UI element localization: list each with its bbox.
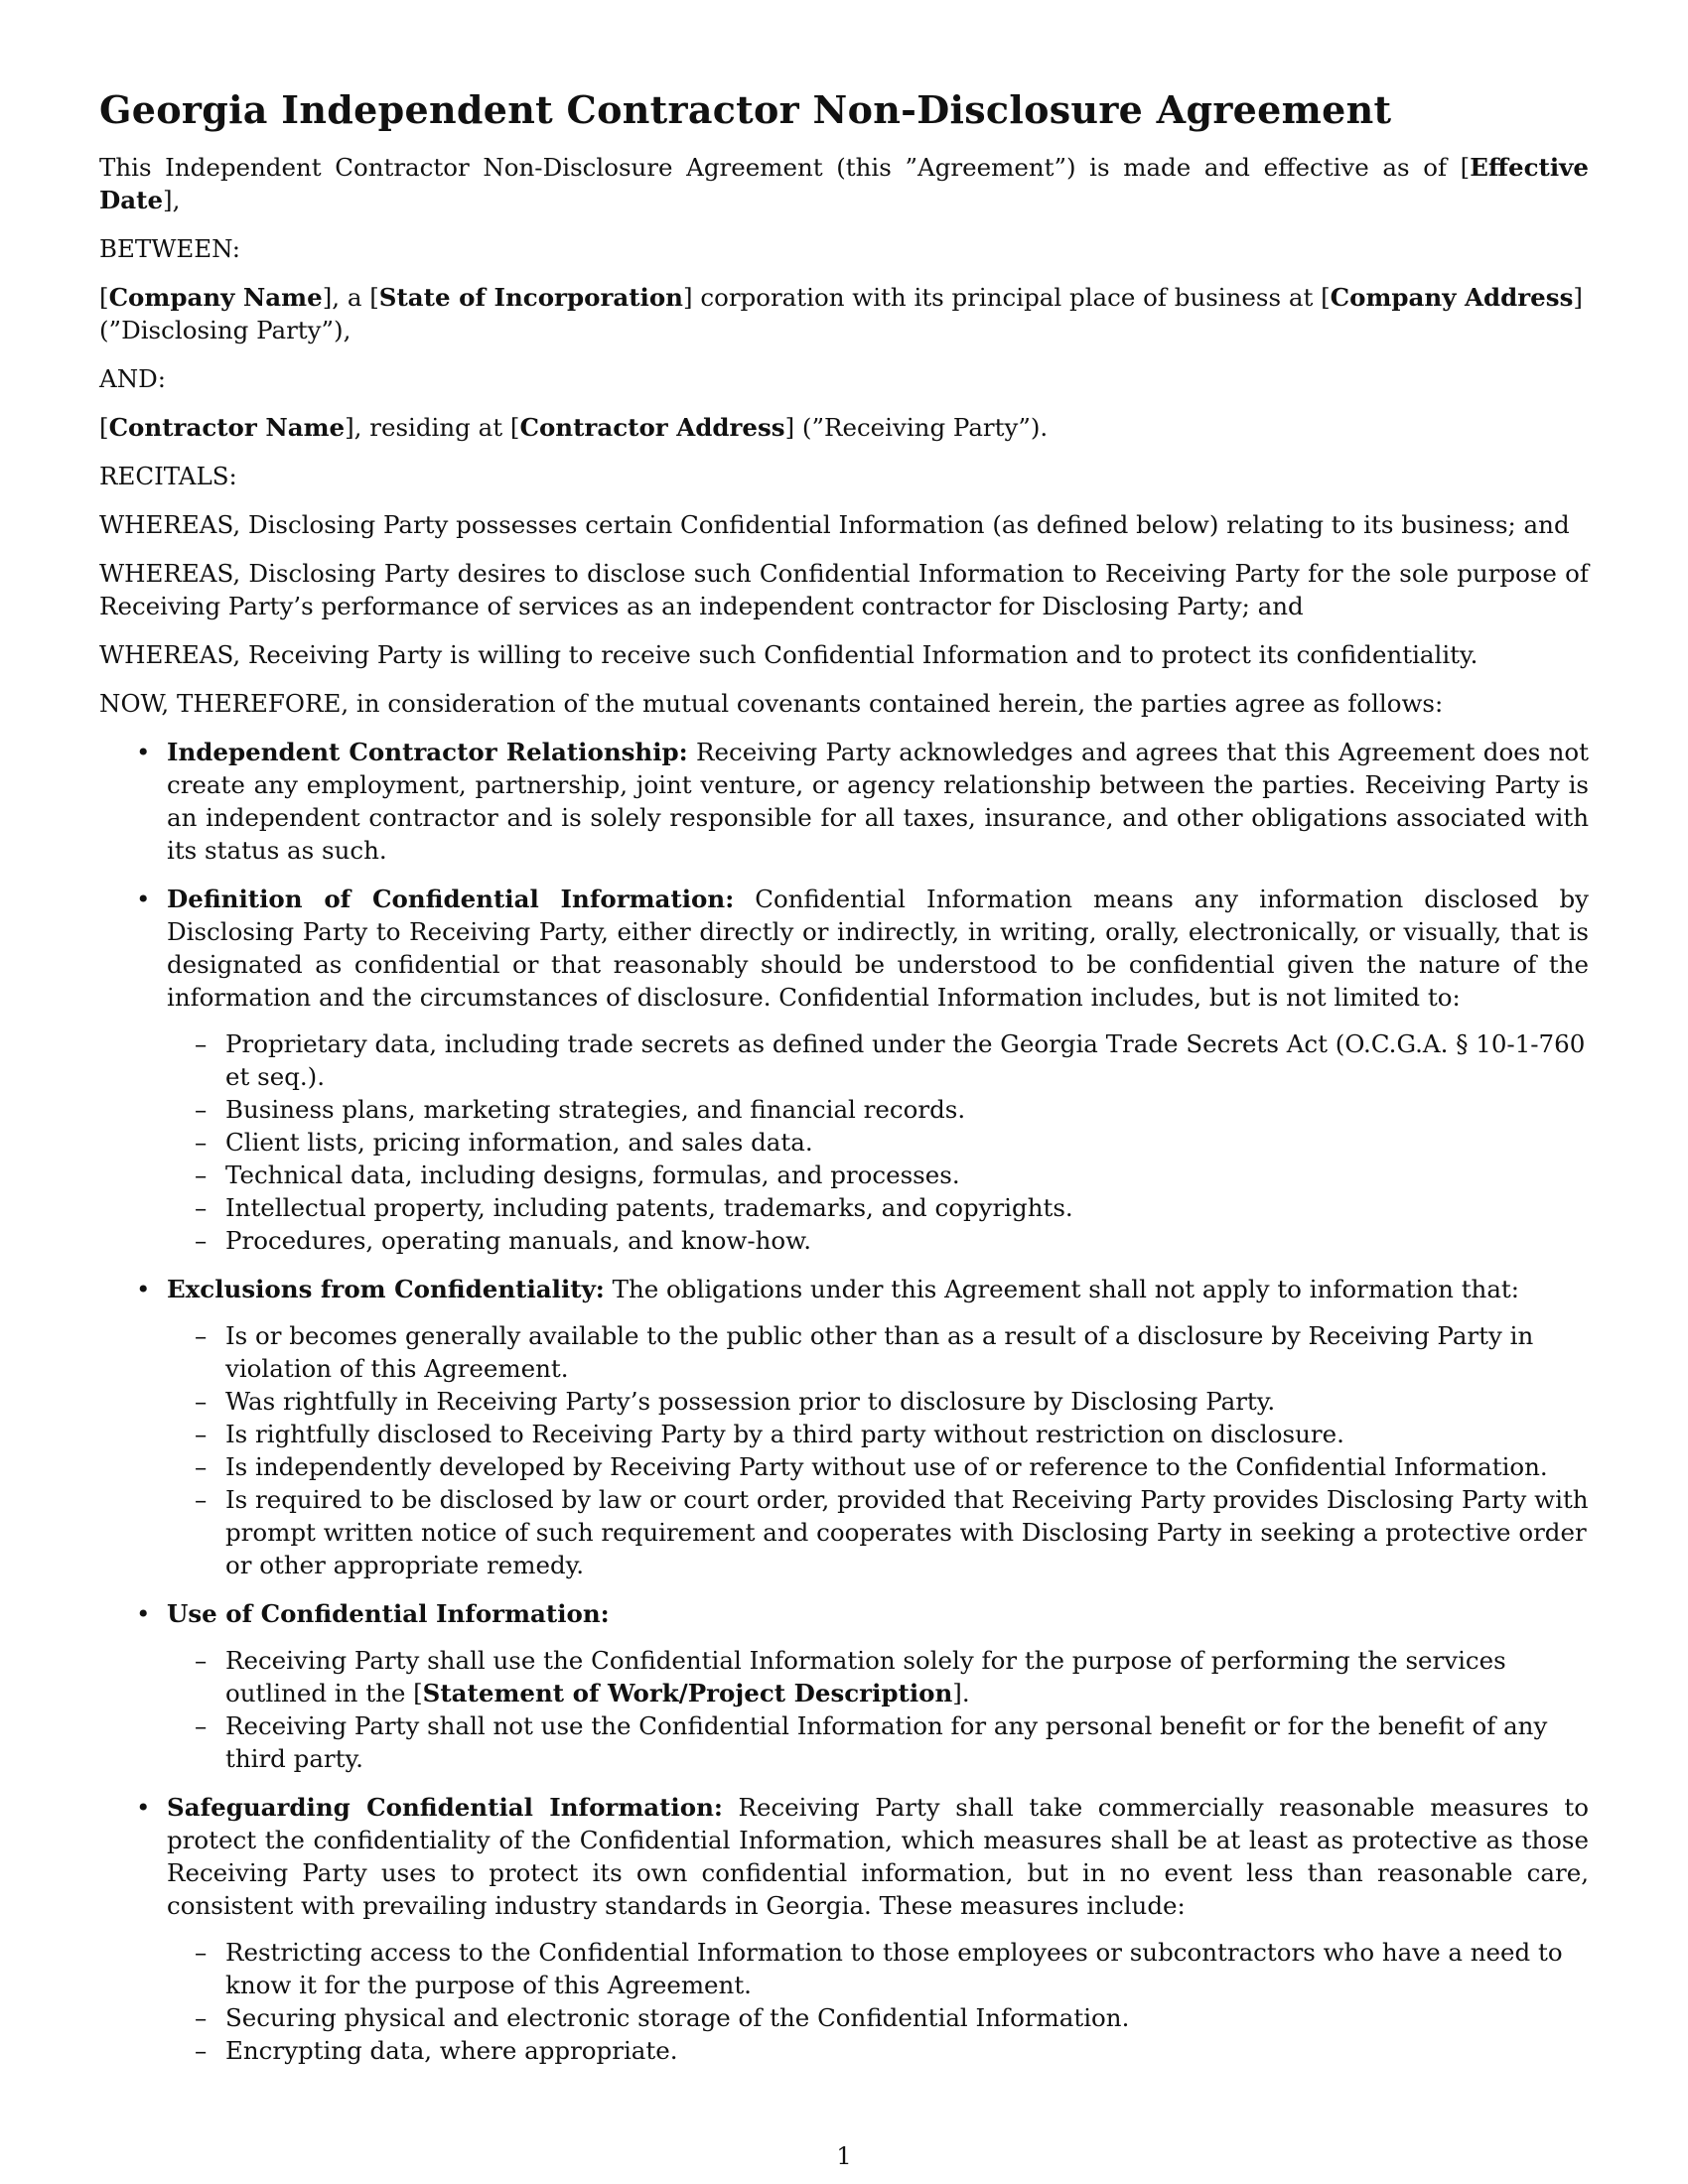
clause-use <box>99 1597 1589 1775</box>
and-label: AND: <box>99 364 167 393</box>
clause-text: The obligations under this Agreement shall not apply to information that: <box>604 1275 1520 1303</box>
whereas-paragraph: WHEREAS, Disclosing Party desires to disclose such Confidential Information to Receiving Party for the sole purpose of Receiving Party’s performance of services as an independent contractor for Disclosing Party; and <box>99 559 1589 620</box>
company-paragraph: [Company Name], a [State of Incorporation] corporation with its principal place of business at [Company Address] (”Disclosing Party”), <box>99 283 1583 344</box>
contractor-paragraph: [Contractor Name], residing at [Contractor Address] (”Receiving Party”). <box>99 413 1049 442</box>
company-name-placeholder: Company Name <box>108 283 323 312</box>
dash-icon: – <box>195 2003 208 2032</box>
document-title: Georgia Independent Contractor Non-Disclosure Agreement <box>99 87 1392 132</box>
list-item: – Procedures, operating manuals, and know-how. <box>195 1226 812 1255</box>
safeguarding-items <box>167 1936 1589 2067</box>
clause-heading: Exclusions from Confidentiality: <box>167 1275 605 1303</box>
clause-exclusions <box>99 1273 1589 1581</box>
clause-heading: Use of Confidential Information: <box>167 1599 610 1628</box>
intro-paragraph: This Independent Contractor Non-Disclosure Agreement (this ”Agreement”) is made and effective as of [Effective Date], <box>99 153 1589 214</box>
contractor-name-placeholder: Contractor Name <box>108 413 346 442</box>
bullet-icon: • <box>136 738 151 766</box>
list-item: – Receiving Party shall not use the Confidential Information for any personal benefit or for the benefit of any third party. <box>195 1711 1548 1773</box>
whereas-paragraph: WHEREAS, Receiving Party is willing to receive such Confidential Information and to protect its confidentiality. <box>99 640 1478 669</box>
now-therefore-paragraph: NOW, THEREFORE, in consideration of the mutual covenants contained herein, the parties agree as follows: <box>99 689 1444 718</box>
clause-heading: Definition of Confidential Information: <box>167 885 735 913</box>
statement-of-work-placeholder: Statement of Work/Project Description <box>422 1679 953 1707</box>
list-item: – Is required to be disclosed by law or court order, provided that Receiving Party provides Disclosing Party with prompt written notice of such requirement and cooperates with Disclosing Party in seeking a protective order or other appropriate remedy. <box>195 1485 1589 1579</box>
list-item: – Client lists, pricing information, and sales data. <box>195 1128 813 1157</box>
dash-icon: – <box>195 1387 208 1416</box>
clauses-list <box>99 736 1589 2067</box>
list-item: – Restricting access to the Confidential Information to those employees or subcontractors who have a need to know it for the purpose of this Agreement. <box>195 1938 1563 1999</box>
document-page <box>99 87 1589 2083</box>
bullet-icon: • <box>136 1793 151 1822</box>
dash-icon: – <box>195 1095 208 1124</box>
dash-icon: – <box>195 1420 208 1448</box>
clause-text: Receiving Party shall take commercially reasonable measures to protect the confidentiality of the Confidential Information, which measures shall be at least as protective as those Receiving Party uses to protect its own confidential information, but in no event less than reasonable care, consistent with prevailing industry standards in Georgia. These measures include: <box>167 1793 1589 1920</box>
clause-text: Confidential Information means any information disclosed by Disclosing Party to Receiving Party, either directly or indirectly, in writing, orally, electronically, or visually, that is designated as confidential or that reasonably should be understood to be confidential given the nature of the information and the circumstances of disclosure. Confidential Information includes, but is not limited to: <box>167 885 1590 1012</box>
dash-icon: – <box>195 2036 208 2065</box>
definition-items <box>167 1027 1589 1257</box>
dash-icon: – <box>195 1160 208 1189</box>
effective-date-placeholder: Effective Date <box>99 153 1589 214</box>
use-items <box>167 1644 1589 1775</box>
bullet-icon: • <box>136 885 151 913</box>
bullet-icon: • <box>136 1275 151 1303</box>
list-item: – Is rightfully disclosed to Receiving Party by a third party without restriction on disclosure. <box>195 1420 1344 1448</box>
list-item: – Encrypting data, where appropriate. <box>195 2036 678 2065</box>
exclusion-items <box>167 1319 1589 1581</box>
list-item: – Was rightfully in Receiving Party’s possession prior to disclosure by Disclosing Party. <box>195 1387 1276 1416</box>
list-item: – Intellectual property, including patents, trademarks, and copyrights. <box>195 1193 1073 1222</box>
list-item: – Proprietary data, including trade secrets as defined under the Georgia Trade Secrets Act (O.C.G.A. § 10-1-760 et seq.). <box>195 1029 1586 1091</box>
dash-icon: – <box>195 1485 208 1514</box>
dash-icon: – <box>195 1226 208 1255</box>
list-item: – Securing physical and electronic storage of the Confidential Information. <box>195 2003 1130 2032</box>
state-placeholder: State of Incorporation <box>378 283 683 312</box>
clause-definition <box>99 883 1589 1257</box>
dash-icon: – <box>195 1128 208 1157</box>
clause-relationship <box>99 736 1589 867</box>
list-item: – Is independently developed by Receiving Party without use of or reference to the Confidential Information. <box>195 1452 1548 1481</box>
company-address-placeholder: Company Address <box>1330 283 1574 312</box>
list-item: – Receiving Party shall use the Confidential Information solely for the purpose of performing the services outlined in the [Statement of Work/Project Description]. <box>195 1646 1506 1707</box>
clause-text: Receiving Party acknowledges and agrees that this Agreement does not create any employment, partnership, joint venture, or agency relationship between the parties. Receiving Party is an independent contractor and is solely responsible for all taxes, insurance, and other obligations associated with its status as such. <box>167 738 1589 865</box>
contractor-address-placeholder: Contractor Address <box>519 413 785 442</box>
dash-icon: – <box>195 1193 208 1222</box>
dash-icon: – <box>195 1646 208 1675</box>
list-item: – Is or becomes generally available to the public other than as a result of a disclosure by Receiving Party in violation of this Agreement. <box>195 1321 1534 1383</box>
between-label: BETWEEN: <box>99 234 240 263</box>
dash-icon: – <box>195 1938 208 1967</box>
recitals-label: RECITALS: <box>99 462 237 490</box>
dash-icon: – <box>195 1029 208 1058</box>
list-item: – Business plans, marketing strategies, and financial records. <box>195 1095 966 1124</box>
whereas-paragraph: WHEREAS, Disclosing Party possesses certain Confidential Information (as defined below) relating to its business; and <box>99 510 1570 539</box>
clause-heading: Safeguarding Confidential Information: <box>167 1793 723 1822</box>
dash-icon: – <box>195 1321 208 1350</box>
list-item: – Technical data, including designs, formulas, and processes. <box>195 1160 960 1189</box>
clause-heading: Independent Contractor Relationship: <box>167 738 688 766</box>
bullet-icon: • <box>136 1599 151 1628</box>
dash-icon: – <box>195 1711 208 1740</box>
page-number: 1 <box>836 2142 852 2170</box>
dash-icon: – <box>195 1452 208 1481</box>
clause-safeguarding <box>99 1791 1589 2067</box>
